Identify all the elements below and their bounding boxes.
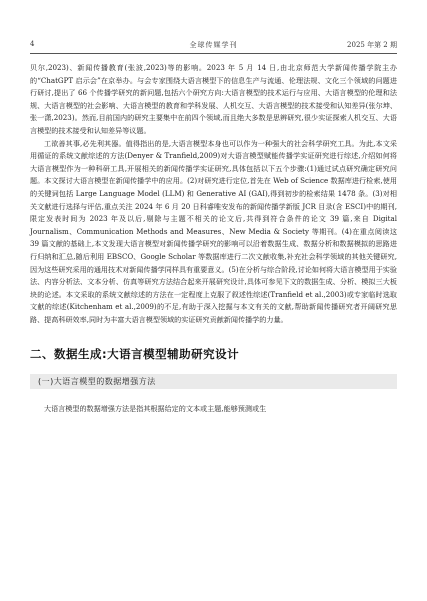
paragraph-3: 大语言模型的数据增强方法是指其根据给定的文本或主题,能够预测或生 xyxy=(44,404,267,414)
issue-label: 2025 年第 2 期 xyxy=(347,41,397,49)
journal-title: 全球传媒学刊 xyxy=(189,41,238,49)
page-number: 4 xyxy=(30,40,35,48)
article-body xyxy=(30,62,397,416)
paragraph-1: 贝尔,2023)、新闻传播教育(张波,2023)等的影响。2023 年 5 月 14 日,由北京师范大学新闻传播学院主办的“ChatGPT 启示会”在京举办。与会专家围绕大语言模型下的信息生产与流通、伦理法规、文化三个领域的问题进行研讨,提出了 66 个传播学研究的新问题,包括六个研究方向:大语言模型的技术运行与应用、大语言模型的伦理和法规、大语言模型的社会影响、大语言模型的教育和学科发展、人机交互、大语言模型的技术接受和认知差异(张尔坤、张一潇,2023)。然而,目前国内的研究主要集中在前四个领域,而且绝大多数是思辨研究,很少实证探索人机交互、大语言模型的技术接受和认知差异等议题。 xyxy=(30,63,397,135)
section-heading: 二、数据生成:大语言模型辅助研究设计 xyxy=(30,347,240,362)
page-header xyxy=(30,40,397,54)
header-rule xyxy=(30,53,397,54)
paragraph-2: 工欲善其事,必先利其器。值得指出的是,大语言模型本身也可以作为一种强大的社会科学研究工具。为此,本文采用循证的系统文献综述的方法(Denyer & Tranfield,2009)对大语言模型赋能传播学实证研究进行综述,介绍如何将大语言模型作为一种科研工具,开展相关的新闻传播学实证研究,具体包括以下五个步骤:(1)通过试点研究确定研究问题。本文探讨大语言模型在新闻传播学中的应用。(2)对研究进行定位,首先在 Web of Science 数据库进行检索,使用的关键词包括 Large Language Model (LLM) 和 Generative AI (GAI),得到初步的检索结果 1478 条。(3)对相关文献进行选择与评估,重点关注 2024 年 6 月 20 日科睿唯安发布的新闻传播学新版 JCR 目录(含 ESCI)中的期刊,限定发表时间为 2023 年及以后,剔除与主题不相关的论文后,共得到符合条件的论文 39 篇,来自 Digital Journalism、Communication Methods and Measures、New Media & Society 等期刊。(4)在重点阅读这 39 篇文献的基础上,本文发现大语言模型对新闻传播学研究的影响可以沿着数据生成、数据分析和数据模拟的思路进行归纳和汇总,随后利用 EBSCO、Google Scholar 等数据库进行二次文献收集,补充社会科学领域的其他关键研究,因为这些研究采用的通用技术对新闻传播学同样具有重要意义。(5)在分析与综合阶段,讨论如何将大语言模型用于实验法、内容分析法、文本分析、仿真等研究方法结合起来开展研究设计,具体可参见下文的数据生成、分析、模拟三大板块的论述。本文采取的系统文献综述的方法在一定程度上克服了叙述性综述(Tranfield et al.,2003)或专家临时选取文献的综述(Kitchenham et al.,2009)的不足,有助于深入挖掘与本文有关的文献,帮助新闻传播研究者开阔研究思路、提高科研效率,同时为丰富大语言模型领域的实证研究贡献新闻传播学的力量。 xyxy=(30,138,397,324)
subsection-heading: (一)大语言模型的数据增强方法 xyxy=(30,374,397,389)
